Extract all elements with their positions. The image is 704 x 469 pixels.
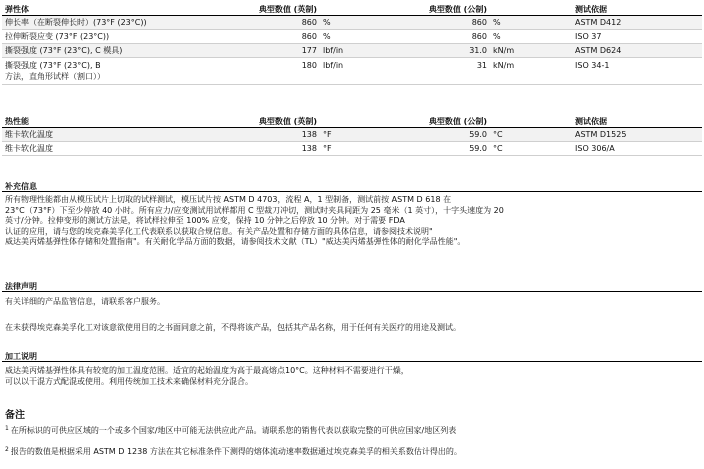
value-metric: 59.0 (400, 128, 490, 142)
value-metric: 31.0 (400, 44, 490, 58)
col-header-imperial: 典型数值 (英制) (250, 3, 320, 16)
unit-imperial: °F (320, 128, 400, 142)
value-metric: 860 (400, 30, 490, 44)
unit-metric: °C (490, 142, 572, 156)
property-name: 维卡软化温度 (2, 128, 250, 142)
supplement-body (5, 195, 699, 248)
processing-title: 加工说明 (2, 351, 702, 362)
property-name: 撕裂强度 (73°F (23°C), C 模具) (2, 44, 250, 58)
processing-line: 可以以干混方式配混或使用。利用传统加工技术来确保材料充分混合。 (5, 376, 253, 386)
table-row (2, 16, 702, 30)
footnote (5, 446, 462, 457)
col-header-test: 测试依据 (572, 115, 702, 128)
footnote (5, 425, 456, 436)
col-header-metric: 典型数值 (公制) (400, 115, 490, 128)
property-name: 伸长率（在断裂伸长时）(73°F (23°C)) (2, 16, 250, 30)
test-method: ISO 34-1 (572, 58, 702, 85)
footnote-mark: 1 (5, 425, 9, 432)
footnote-mark: 2 (5, 446, 9, 453)
col-header-blank (320, 3, 400, 16)
value-metric: 31 (400, 58, 490, 85)
supplement-line: 23°C（73°F）下至少停放 40 小时。所有应力/应变测试用试样都用 C 型裁刀冲切，测试时夹具间距为 25 毫米（1 英寸），十字头速度为 20 (5, 205, 504, 215)
col-header-test: 测试依据 (572, 3, 702, 16)
unit-imperial: % (320, 16, 400, 30)
table-row (2, 30, 702, 44)
value-imperial: 860 (250, 30, 320, 44)
value-imperial: 860 (250, 16, 320, 30)
value-metric: 59.0 (400, 142, 490, 156)
value-imperial: 177 (250, 44, 320, 58)
supplement-line: 英寸/分钟。拉伸变形的测试方法是，将试样拉伸至 100% 应变，保持 10 分钟之后停放 10 分钟。对于需要 FDA (5, 216, 405, 226)
property-name: 拉伸断裂应变 (73°F (23°C)) (2, 30, 250, 44)
processing-line: 威达美丙烯基弹性体具有较宽的加工温度范围。适宜的起始温度为高于最高熔点10°C。这种材料不需要进行干燥， (5, 366, 409, 375)
col-header-blank (490, 115, 572, 128)
unit-metric: % (490, 30, 572, 44)
table-row (2, 44, 702, 58)
unit-metric: kN/m (490, 44, 572, 58)
supplement-title: 补充信息 (2, 181, 702, 192)
table-row (2, 58, 702, 85)
value-imperial: 138 (250, 128, 320, 142)
elastomer-header-row (2, 3, 702, 16)
unit-metric: °C (490, 128, 572, 142)
value-imperial: 180 (250, 58, 320, 85)
table-row (2, 142, 702, 156)
supplement-line: 认证的应用，请与您的埃克森美孚化工代表联系以获取合规信息。有关产品处置和存储方面的具体信息，请参阅技术说明" (5, 226, 433, 236)
section-title: 弹性体 (2, 3, 250, 16)
property-name: 维卡软化温度 (2, 142, 250, 156)
supplement-line: 威达美丙烯基弹性体存储和处置指南"。有关耐化学品方面的数据，请参阅技术文献（TL）"威达美丙烯基弹性体的耐化学品性能"。 (5, 237, 466, 247)
unit-imperial: °F (320, 142, 400, 156)
section-title: 热性能 (2, 115, 250, 128)
legal-paragraph: 在未获得埃克森美孚化工对该意欲使用目的之书面同意之前，不得将该产品，包括其产品名称，用于任何有关医疗的用途及测试。 (5, 323, 461, 332)
col-header-blank (490, 3, 572, 16)
property-name: 撕裂强度 (73°F (23°C), B 方法，直角形试样（割口）） (2, 58, 250, 85)
footnote-text: 在所标识的可供应区域的一个或多个国家/地区中可能无法供应此产品。请联系您的销售代表以获取完整的可供应国家/地区列表 (10, 426, 457, 435)
footnote-text: 报告的数值是根据采用 ASTM D 1238 方法在其它标准条件下测得的熔体流动速率数据通过埃克森美孚的相关系数估计得出的。 (10, 447, 462, 456)
col-header-imperial: 典型数值 (英制) (250, 115, 320, 128)
thermal-header-row (2, 115, 702, 128)
table-row (2, 128, 702, 142)
unit-metric: kN/m (490, 58, 572, 85)
unit-imperial: lbf/in (320, 44, 400, 58)
unit-metric: % (490, 16, 572, 30)
value-metric: 860 (400, 16, 490, 30)
col-header-blank (320, 115, 400, 128)
unit-imperial: lbf/in (320, 58, 400, 85)
unit-imperial: % (320, 30, 400, 44)
supplement-line: 所有物理性能都由从模压试片上切取的试样测试，模压试片按 ASTM D 4703，流程 A，1 型制备，测试前按 ASTM D 618 在 (5, 195, 452, 204)
thermal-table (2, 115, 702, 156)
elastomer-table (2, 3, 702, 85)
test-method: ASTM D412 (572, 16, 702, 30)
legal-paragraph: 有关详细的产品监管信息，请联系客户服务。 (5, 297, 165, 306)
legal-title: 法律声明 (2, 281, 702, 292)
notes-title: 备注 (5, 410, 25, 421)
test-method: ISO 306/A (572, 142, 702, 156)
test-method: ASTM D1525 (572, 128, 702, 142)
value-imperial: 138 (250, 142, 320, 156)
test-method: ASTM D624 (572, 44, 702, 58)
test-method: ISO 37 (572, 30, 702, 44)
col-header-metric: 典型数值 (公制) (400, 3, 490, 16)
processing-body (5, 366, 699, 387)
